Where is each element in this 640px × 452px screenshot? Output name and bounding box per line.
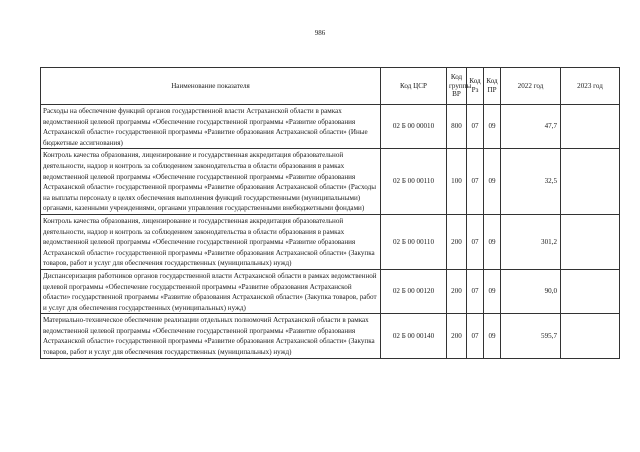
cell-vr: 800 (447, 105, 467, 149)
cell-2022: 32,5 (501, 149, 561, 215)
cell-rz: 07 (467, 314, 484, 358)
header-pr: Код ПР (484, 68, 501, 105)
cell-rz: 07 (467, 149, 484, 215)
cell-vr: 200 (447, 269, 467, 313)
cell-pr: 09 (484, 105, 501, 149)
cell-vr: 200 (447, 214, 467, 269)
page-number: 986 (314, 29, 326, 37)
table-row (41, 314, 620, 358)
cell-pr: 09 (484, 314, 501, 358)
cell-pr: 09 (484, 214, 501, 269)
cell-name: Диспансеризация работников органов государственной власти Астраханской области в рамках ведомственной целевой программы «Обеспечение государственной программы «Развитие образования Астраханской области» государственной программы «Развитие образования Астраханской области» (Закупка товаров, работ и услуг для обеспечения государственных (муниципальных) нужд) (41, 269, 381, 313)
header-2022: 2022 год (501, 68, 561, 105)
cell-2023 (561, 269, 620, 313)
cell-csr: 02 Б 00 00120 (381, 269, 447, 313)
cell-rz: 07 (467, 269, 484, 313)
cell-csr: 02 Б 00 00110 (381, 149, 447, 215)
table-row (41, 105, 620, 149)
header-name: Наименование показателя (41, 68, 381, 105)
cell-2023 (561, 149, 620, 215)
cell-csr: 02 Б 00 00110 (381, 214, 447, 269)
table-header-row (41, 68, 620, 105)
cell-2022: 595,7 (501, 314, 561, 358)
cell-2022: 90,0 (501, 269, 561, 313)
cell-csr: 02 Б 00 00010 (381, 105, 447, 149)
cell-2023 (561, 314, 620, 358)
budget-table (40, 67, 620, 359)
cell-name: Материально-техническое обеспечение реализации отдельных полномочий Астраханской области в рамках ведомственной целевой программы «Обеспечение государственной программы «Развитие образования Астраханской области» государственной программы «Развитие образования Астраханской области» (Закупка товаров, работ и услуг для обеспечения государственных (муниципальных) нужд) (41, 314, 381, 358)
cell-name: Контроль качества образования, лицензирование и государственная аккредитация образовательной деятельности, надзор и контроль за соблюдением законодательства в области образования в рамках ведомственной целевой программы «Обеспечение государственной программы «Развитие образования Астраханской области» государственной программы «Развитие образования Астраханской области» (Расходы на выплаты персоналу в целях обеспечения выполнения функций государственными (муниципальными) органами, казенными учреждениями, органами управления государственными внебюджетными фондами) (41, 149, 381, 215)
cell-name: Контроль качества образования, лицензирование и государственная аккредитация образовательной деятельности, надзор и контроль за соблюдением законодательства в области образования в рамках ведомственной целевой программы «Обеспечение государственной программы «Развитие образования Астраханской области» государственной программы «Развитие образования Астраханской области» (Закупка товаров, работ и услуг для обеспечения государственных (муниципальных) нужд) (41, 214, 381, 269)
header-vr: Код группы ВР (447, 68, 467, 105)
cell-2022: 301,2 (501, 214, 561, 269)
cell-csr: 02 Б 00 00140 (381, 314, 447, 358)
table-row (41, 214, 620, 269)
table-row (41, 269, 620, 313)
cell-pr: 09 (484, 149, 501, 215)
cell-2023 (561, 214, 620, 269)
cell-rz: 07 (467, 105, 484, 149)
cell-rz: 07 (467, 214, 484, 269)
cell-name: Расходы на обеспечение функций органов государственной власти Астраханской области в рамках ведомственной целевой программы «Обеспечение государственной программы «Развитие образования Астраханской области» государственной программы «Развитие образования Астраханской области» (Иные бюджетные ассигнования) (41, 105, 381, 149)
header-csr: Код ЦСР (381, 68, 447, 105)
header-rz: Код Рз (467, 68, 484, 105)
cell-2023 (561, 105, 620, 149)
cell-vr: 200 (447, 314, 467, 358)
cell-vr: 100 (447, 149, 467, 215)
header-2023: 2023 год (561, 68, 620, 105)
table-row (41, 149, 620, 215)
cell-pr: 09 (484, 269, 501, 313)
cell-2022: 47,7 (501, 105, 561, 149)
